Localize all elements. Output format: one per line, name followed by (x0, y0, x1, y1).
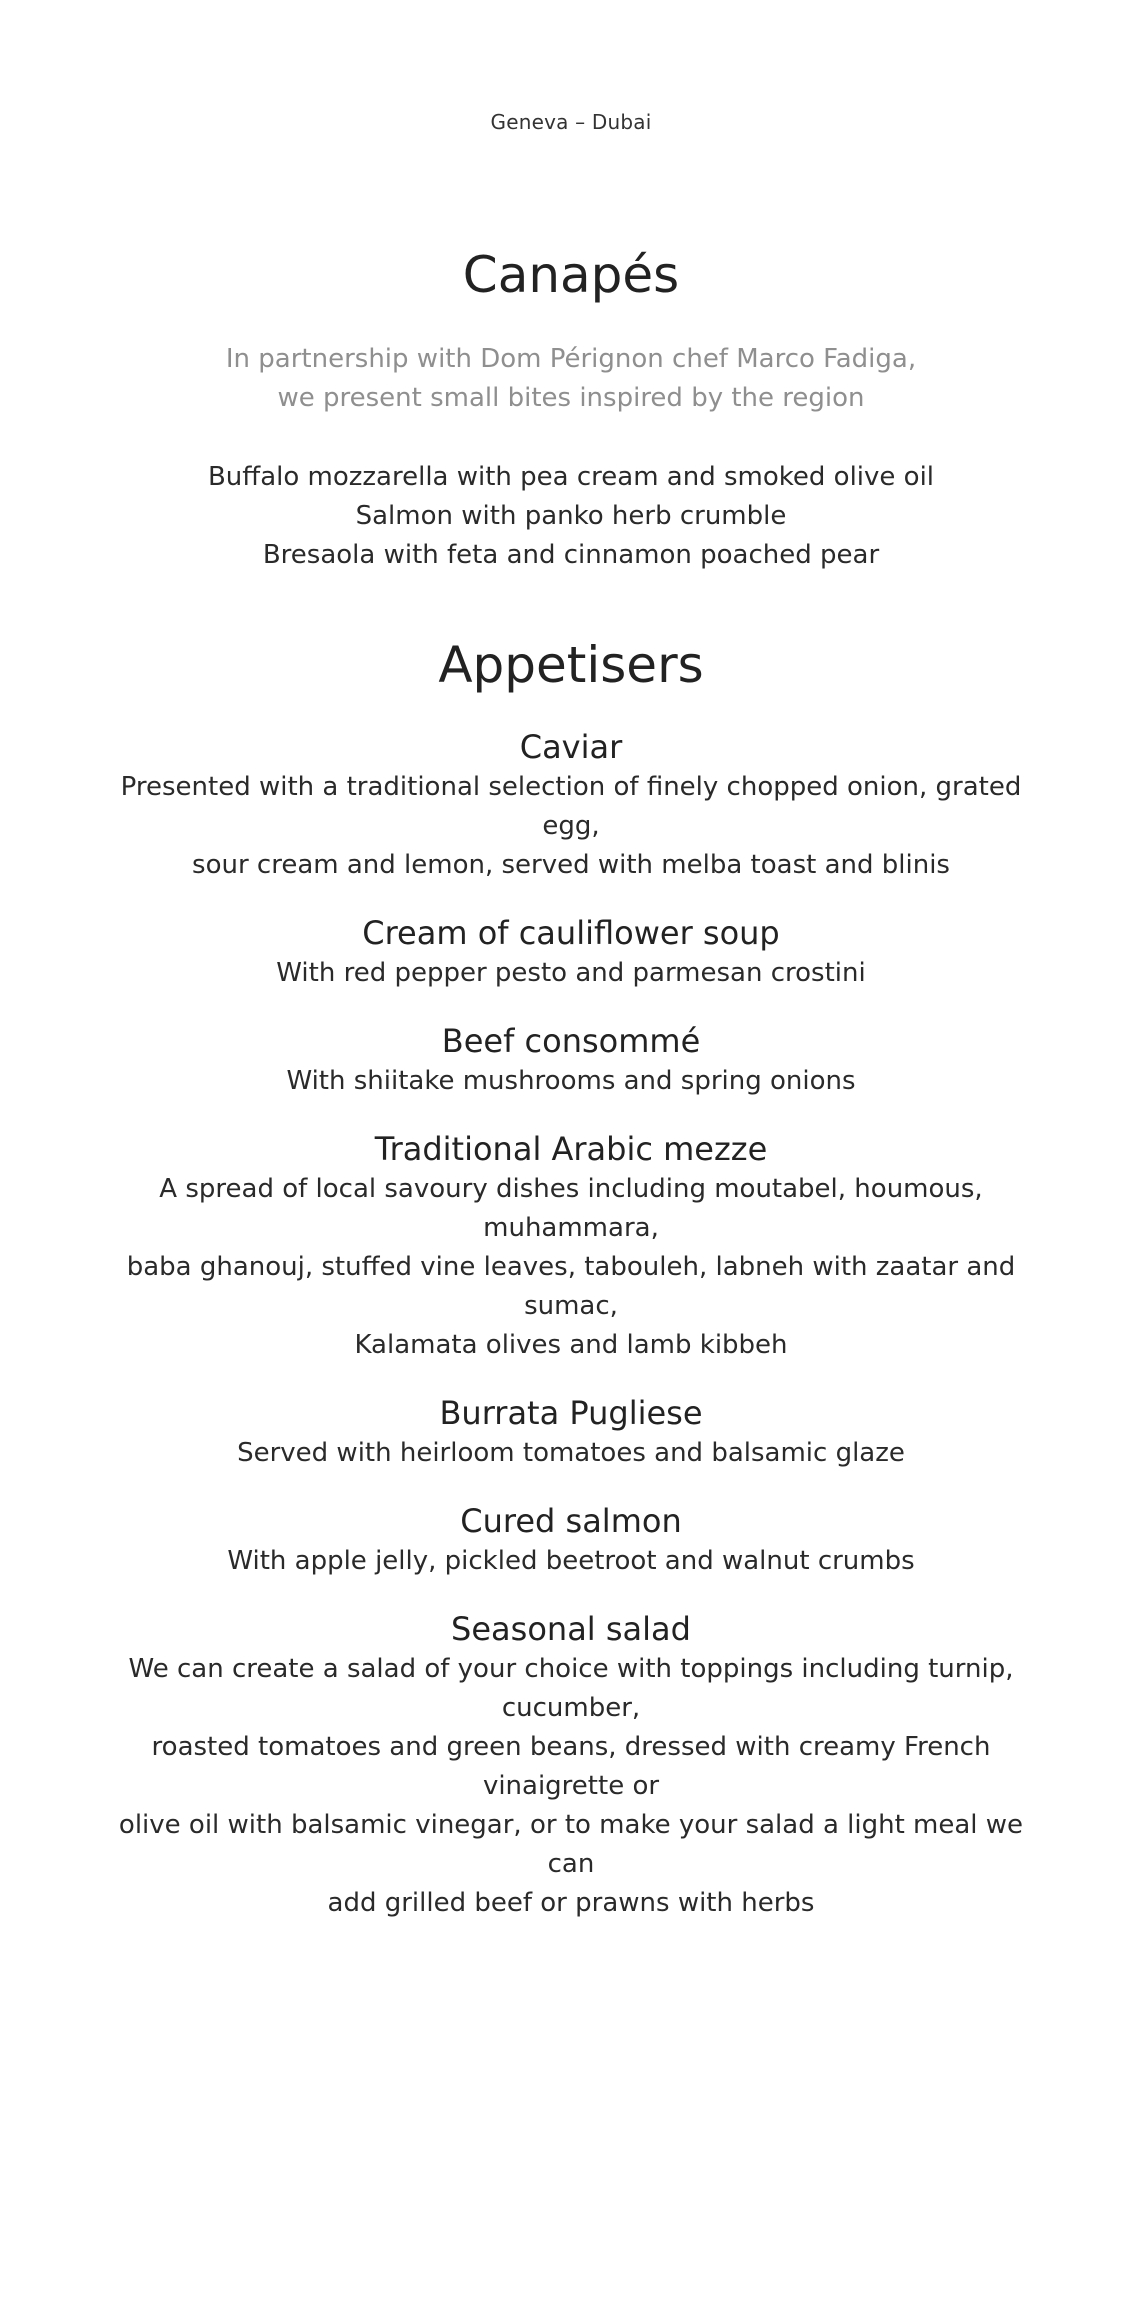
dish-description-line: Kalamata olives and lamb kibbeh (354, 1330, 788, 1360)
canape-item: Bresaola with feta and cinnamon poached pear (262, 540, 880, 570)
canapes-title: Canapés (462, 246, 680, 304)
dish-name: Seasonal salad (451, 1610, 691, 1648)
dish-name: Cream of cauliflower soup (362, 914, 780, 952)
dish-description-line: Presented with a traditional selection of finely chopped onion, grated egg, (120, 772, 1022, 841)
canape-item: Salmon with panko herb crumble (355, 501, 787, 531)
dish-cauliflower-soup (110, 912, 1032, 993)
dish-name: Caviar (519, 728, 623, 766)
dish-beef-consomme (110, 1020, 1032, 1101)
dish-description (110, 768, 1032, 885)
dish-name: Beef consommé (441, 1022, 701, 1060)
appetisers-title: Appetisers (438, 636, 704, 694)
appetiser-list (110, 726, 1032, 1950)
dish-name: Cured salmon (460, 1502, 682, 1540)
dish-seasonal-salad (110, 1608, 1032, 1923)
dish-name: Traditional Arabic mezze (374, 1130, 768, 1168)
dish-description (110, 1650, 1032, 1923)
dish-arabic-mezze (110, 1128, 1032, 1365)
dish-description-line: roasted tomatoes and green beans, dressed with creamy French vinaigrette or (151, 1732, 991, 1801)
dish-description (110, 954, 1032, 993)
dish-caviar (110, 726, 1032, 885)
dish-description-line: sour cream and lemon, served with melba toast and blinis (192, 850, 950, 880)
dish-description-line: With apple jelly, pickled beetroot and walnut crumbs (227, 1546, 915, 1576)
dish-description-line: We can create a salad of your choice with toppings including turnip, cucumber, (128, 1654, 1014, 1723)
dish-description (110, 1542, 1032, 1581)
dish-name: Burrata Pugliese (439, 1394, 703, 1432)
dish-description (110, 1434, 1032, 1473)
route-header: Geneva – Dubai (490, 110, 652, 134)
dish-description (110, 1062, 1032, 1101)
dish-cured-salmon (110, 1500, 1032, 1581)
canapes-intro (0, 340, 1142, 418)
intro-line: we present small bites inspired by the region (277, 383, 865, 413)
dish-description-line: With shiitake mushrooms and spring onions (286, 1066, 856, 1096)
dish-burrata (110, 1392, 1032, 1473)
dish-description (110, 1170, 1032, 1365)
dish-description-line: baba ghanouj, stuffed vine leaves, tabouleh, labneh with zaatar and sumac, (126, 1252, 1016, 1321)
canape-item: Buffalo mozzarella with pea cream and smoked olive oil (207, 462, 935, 492)
dish-description-line: With red pepper pesto and parmesan crostini (276, 958, 866, 988)
dish-description-line: olive oil with balsamic vinegar, or to make your salad a light meal we can (118, 1810, 1024, 1879)
dish-description-line: Served with heirloom tomatoes and balsamic glaze (237, 1438, 905, 1468)
canape-list (0, 458, 1142, 575)
dish-description-line: A spread of local savoury dishes including moutabel, houmous, muhammara, (159, 1174, 983, 1243)
dish-description-line: add grilled beef or prawns with herbs (327, 1888, 815, 1918)
intro-line: In partnership with Dom Pérignon chef Marco Fadiga, (225, 344, 917, 374)
